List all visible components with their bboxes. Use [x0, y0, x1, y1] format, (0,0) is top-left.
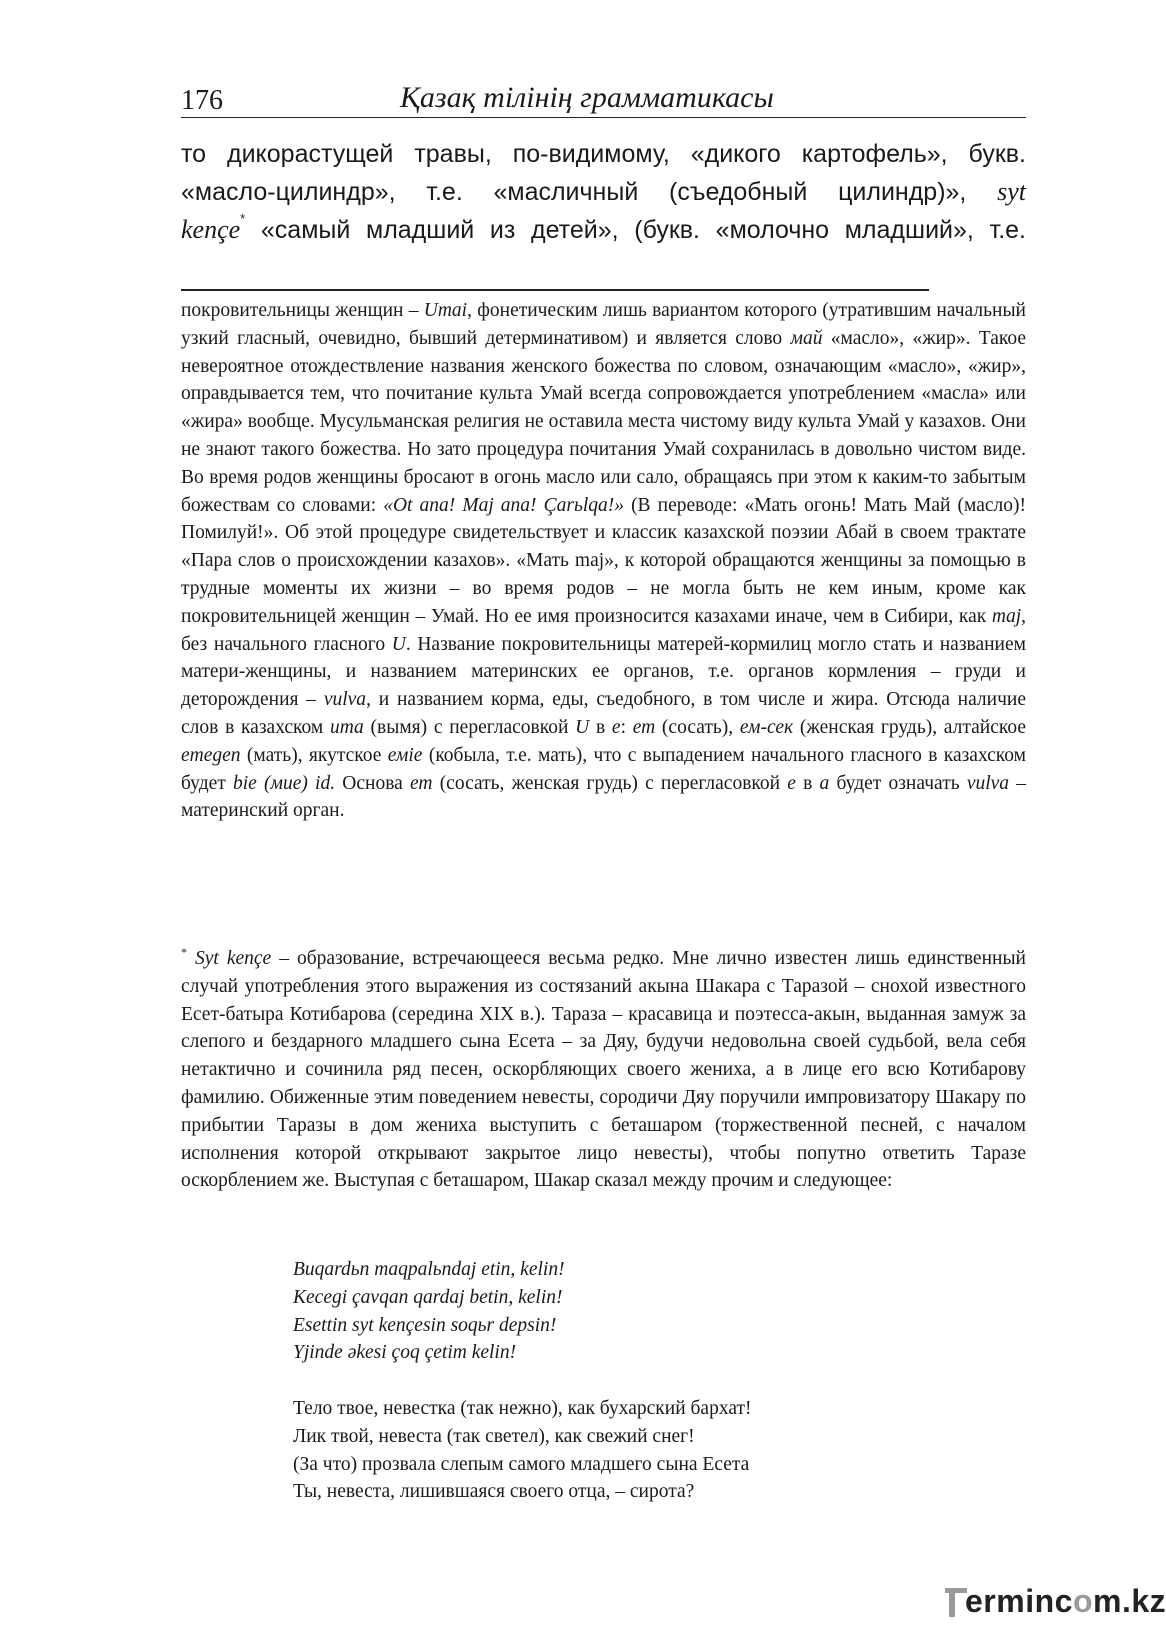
footnote-text: , без начального гласного: [181, 605, 1026, 655]
main-text-line-1: то дикорастущей травы, по-видимому, «дикого картофель», букв.: [181, 140, 1026, 168]
footnote-mark: *: [181, 945, 187, 959]
verse-line: Kecegi çavqan qardaj betin, kelin!: [293, 1286, 563, 1308]
verse-line: Лик твой, невеста (так светел), как свежий снег!: [293, 1425, 695, 1447]
footnote-italic: ита: [329, 716, 364, 738]
watermark-text: [965, 1583, 1166, 1620]
verse-line: Ты, невеста, лишившаяся своего отца, – сирота?: [293, 1481, 695, 1503]
running-title: Қазақ тілінің грамматикасы: [400, 81, 774, 114]
verse-original: [293, 1256, 565, 1367]
footnote-italic: emegen: [181, 744, 241, 766]
main-text-italic: syt: [997, 177, 1026, 206]
footnote-text: будет означать: [829, 772, 967, 794]
footnote-italic: vulva: [966, 772, 1010, 794]
verse-line: Buqardьn maqpalьndaj etin, kelin!: [293, 1259, 565, 1280]
header-rule: [181, 117, 1026, 118]
footnote-text: (кобыла, т.е. мать), что с выпадением начального гласного в казахском будет: [181, 744, 1027, 794]
termincom-watermark: [945, 1583, 1166, 1625]
footnote-text: (сосать),: [655, 716, 740, 738]
footnote-text: покровительницы женщин –: [181, 300, 424, 321]
footnote-text: Основа: [335, 772, 411, 794]
footnote-text: . Название покровительницы матерей-кормилиц могло стать и названием матери-женщины, и названием материнских ее органов, т.е. органов кормления – груди и деторождения –: [181, 633, 1026, 711]
verse-line: Тело твое, невестка (так нежно), как бухарский бархат!: [293, 1398, 752, 1419]
footnote-text: (женская грудь), алтайское: [793, 716, 1026, 738]
verse-line: Yjinde əkesi çoq çetim kelin!: [293, 1342, 517, 1364]
footnote-text: :: [620, 716, 633, 738]
footnote-italic: U: [575, 716, 590, 738]
footnote-text: (В переводе: «Мать огонь! Мать Май (масло)! Помилуй!». Об этой процедуре свидетельствует и классик казахской поэзии Абай в своем трактате «Пара слов о происхождении казахов». «Мать maj», к которой обращаются женщины за помощью в трудные моменты их жизни – во время родов – не могла быть не кем иным, кроме как покровительницей женщин – Умай. Но ее имя произносится казахами иначе, чем в Сибири, как: [181, 494, 1026, 627]
footnote-text: «масло», «жир». Такое невероятное отождествление названия женского божества по словом, означающим «масло», «жир», оправдывается тем, что почитание культа Умай всегда сопровождается употреблением «масла» или «жира» вообще. Мусульманская религия не оставила места чистому виду культа Умай у казахов. Они не знают такого божества. Но зато процедура почитания Умай сохранилась в довольно чистом виде. Во время родов женщины бросают в огонь масло или сало, обращаясь при этом к каким-то забытым божествам со словами:: [181, 327, 1026, 516]
main-text-segment: «масло-цилиндр», т.е. «масличный (съедобный цилиндр)»,: [181, 178, 998, 206]
footnote-italic: U: [391, 633, 406, 655]
footnote-italic: «Ot ana! Maj ana! Çarьlqa!»: [383, 494, 624, 516]
footnote-text: , и названием корма, еды, съедобного, в том числе и жира. Отсюда наличие слов в казахском: [181, 689, 1026, 738]
main-text-italic: kençe: [181, 215, 241, 244]
footnote-lead-term: Syt kençe: [187, 948, 272, 969]
footnote-italic: ем-сек: [739, 716, 794, 738]
footnote-text: в: [795, 772, 820, 794]
page-number: 176: [181, 85, 223, 116]
footnote-syt-kence: [181, 945, 1026, 1195]
footnote-italic: емie: [387, 744, 423, 766]
watermark-text-part: o: [1072, 1583, 1093, 1619]
footnote-reference-mark: *: [240, 211, 246, 226]
watermark-text-part: c: [1054, 1583, 1073, 1619]
main-text-line-2: [181, 173, 1026, 211]
footnote-italic: а: [819, 772, 830, 794]
verse-line: (За что) прозвала слепым самого младшего сына Есета: [293, 1453, 750, 1475]
footnote-separator-rule: [181, 289, 929, 291]
main-text-line-3: [181, 211, 1026, 249]
footnote-text: – образование, встречающееся весьма редко. Мне лично известен лишь единственный случай употребления этого выражения из состязаний акына Шакара с Таразой – снохой известного Есет-батыра Котибарова (середина XIX в.). Тараза – красавица и поэтесса-акын, выданная замуж за слепого и бездарного младшего сына Есета – за Дяу, будучи недовольна своей судьбой, вела себя нетактично и сочинила ряд песен, оскорбляющих своего жениха, а в лице его всю Котибарову фамилию. Обиженные этим поведением невесты, сородичи Дяу поручили импровизатору Шакару по прибытии Таразы в дом жениха выступить с беташаром (торжественной песней, с началом исполнения которой открывают закрытое лицо невесты), чтобы попутно ответить Таразе оскорблением же. Выступая с беташаром, Шакар сказал между прочим и следующее:: [181, 948, 1026, 1192]
footnote-continued: [181, 297, 1026, 825]
footnote-text: в: [589, 716, 612, 738]
main-text-segment: «самый младший из детей», (букв. «молочно младший», т.е.: [245, 216, 1026, 244]
footnote-italic: е: [611, 716, 621, 738]
verse-line: Esettin syt kençesin soqьr depsin!: [293, 1314, 557, 1336]
main-text: [181, 136, 1026, 249]
footnote-text: (вымя) с перегласовкой: [363, 716, 576, 738]
footnote-text: – материнский орган.: [181, 772, 1026, 822]
footnote-italic: Umai: [423, 300, 468, 321]
footnote-text: , фонетическим лишь вариантом которого (утратившим начальный узкий гласный, очевидно, бывший детерминативом) и является слово: [181, 300, 1026, 349]
footnote-italic: vulva: [323, 689, 367, 711]
footnote-italic: bie (мие) id.: [233, 772, 336, 794]
footnote-italic: ет: [410, 772, 433, 794]
footnote-italic: май: [790, 327, 823, 349]
footnote-italic: е: [787, 772, 796, 794]
watermark-text-part: m.kz: [1092, 1583, 1166, 1619]
footnote-text: (сосать, женская грудь) с перегласовкой: [432, 772, 788, 794]
verse-translation: [293, 1395, 752, 1506]
footnote-text: (мать), якутское: [240, 744, 388, 766]
footnote-italic: maj: [991, 605, 1022, 627]
footnote-italic: ет: [632, 716, 656, 738]
watermark-text-part: ermin: [965, 1583, 1055, 1619]
